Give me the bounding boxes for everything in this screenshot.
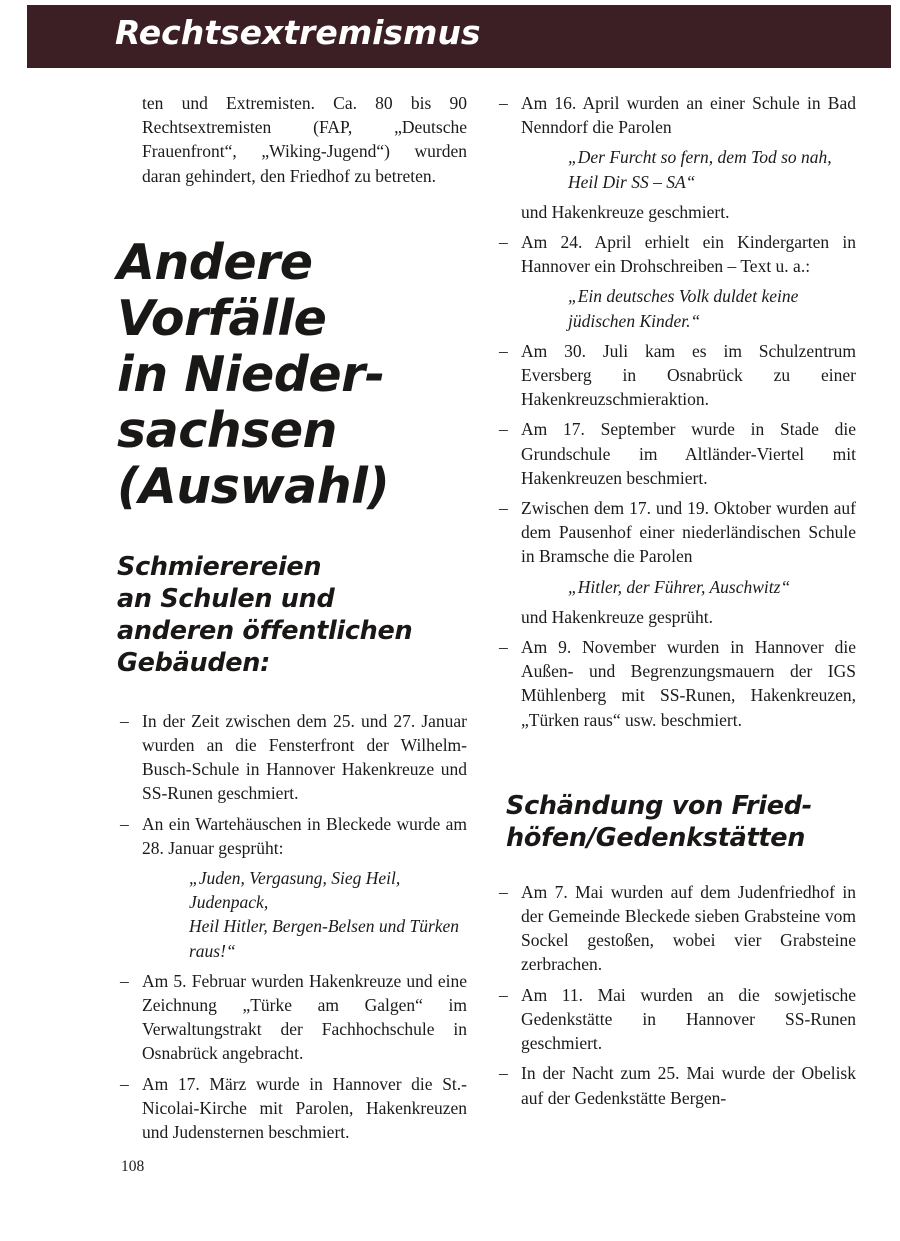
list-item-text: – An ein Wartehäuschen in Bleckede wurde am 28. Januar gesprüht: [142, 813, 467, 858]
right-column [496, 91, 856, 1116]
list-item [496, 230, 856, 333]
list-item [117, 812, 467, 963]
incident-list [496, 880, 856, 1110]
list-item-text: – Am 5. Februar wurden Hakenkreuze und eine Zeichnung „Türke am Galgen“ im Verwaltungstrakt der Fachhochschule in Osnabrück angebracht. [142, 970, 467, 1064]
list-item-continuation: und Hakenkreuze geschmiert. [521, 201, 730, 222]
list-item [496, 417, 856, 490]
list-item-text: – Am 17. September wurde in Stade die Grundschule im Altländer-Viertel mit Hakenkreuzen beschmiert. [521, 419, 856, 488]
quote [189, 866, 467, 963]
incident-list [117, 709, 467, 1144]
list-item-text: – Am 17. März wurde in Hannover die St.-Nicolai-Kirche mit Parolen, Hakenkreuzen und Judensternen beschmiert. [142, 1073, 467, 1143]
subheading-line: an Schulen und [117, 583, 335, 614]
subheading-line: anderen öffentlichen [117, 615, 413, 646]
quote-line: „Hitler, der Führer, Auschwitz“ [568, 576, 791, 597]
subheading-line: Schändung von Fried- [506, 790, 812, 821]
list-item-text: – Am 11. Mai wurden an die sowjetische Gedenkstätte in Hannover SS-Runen geschmiert. [521, 984, 856, 1054]
list-item-text: – Am 24. April erhielt ein Kindergarten in Hannover ein Drohschreiben – Text u. a.: [521, 232, 856, 277]
subheading-cemeteries [506, 790, 856, 854]
subheading-line: Gebäuden: [117, 647, 271, 678]
list-item [496, 880, 856, 977]
subheading-line: höfen/Gedenkstätten [506, 822, 806, 853]
section-heading [117, 235, 467, 515]
list-item-text: – Am 30. Juli kam es im Schulzentrum Eversberg in Osnabrück zu einer Hakenkreuzschmieraktion. [521, 340, 856, 410]
list-item-text: – Am 9. November wurden in Hannover die Außen- und Begrenzungsmauern der IGS Mühlenberg mit SS-Runen, Hakenkreuzen, „Türken raus“ usw. beschmiert. [521, 637, 856, 730]
quote-line: Heil Hitler, Bergen-Belsen und Türken raus!“ [189, 916, 460, 961]
list-item [496, 635, 856, 732]
list-item [496, 496, 856, 629]
list-item [496, 91, 856, 224]
subheading-line: Schmierereien [117, 551, 322, 582]
page-number: 108 [121, 1158, 145, 1175]
list-item-text: – Am 16. April wurden an einer Schule in Bad Nenndorf die Parolen [521, 93, 856, 138]
quote-line: „Juden, Vergasung, Sieg Heil, Judenpack, [189, 868, 401, 913]
list-item [117, 709, 467, 806]
quote [568, 145, 856, 193]
list-item [117, 969, 467, 1066]
list-item-text: – Am 7. Mai wurden auf dem Judenfriedhof in der Gemeinde Bleckede sieben Grabsteine vom Sockel gestoßen, wobei vier Grabsteine zerbrachen. [521, 881, 856, 975]
list-item [117, 1072, 467, 1145]
heading-line: Vorfälle [117, 289, 327, 347]
list-item-text: – Zwischen dem 17. und 19. Oktober wurden auf dem Pausenhof einer niederländischen Schule in Bramsche die Parolen [521, 498, 856, 567]
left-column [117, 91, 467, 1150]
list-item-text: – In der Nacht zum 25. Mai wurde der Obelisk auf der Gedenkstätte Bergen- [521, 1063, 856, 1108]
quote-line: Heil Dir SS – SA“ [568, 171, 696, 192]
list-item-text: – In der Zeit zwischen dem 25. und 27. Januar wurden an die Fensterfront der Wilhelm-Busch-Schule in Hannover Hakenkreuze und SS-Runen geschmiert. [142, 710, 467, 804]
quote [568, 575, 856, 599]
list-item [496, 1061, 856, 1109]
incident-list [496, 91, 856, 732]
quote [568, 284, 856, 332]
heading-line: sachsen [117, 401, 337, 459]
intro-paragraph: ten und Extremisten. Ca. 80 bis 90 Rechtsextremisten (FAP, „Deutsche Frauenfront“, „Wiking-Jugend“) wurden daran gehindert, den Friedhof zu betreten. [142, 93, 467, 186]
page-header-title: Rechtsextremismus [115, 13, 481, 52]
quote-line: „Der Furcht so fern, dem Tod so nah, [568, 147, 832, 168]
heading-line: (Auswahl) [117, 457, 390, 515]
subheading-schools [117, 551, 467, 679]
list-item-continuation: und Hakenkreuze gesprüht. [521, 606, 713, 627]
quote-line: „Ein deutsches Volk duldet keine jüdischen Kinder.“ [568, 286, 799, 331]
heading-line: Andere [117, 233, 313, 291]
list-item [496, 339, 856, 412]
heading-line: in Nieder- [117, 345, 385, 403]
list-item [496, 983, 856, 1056]
